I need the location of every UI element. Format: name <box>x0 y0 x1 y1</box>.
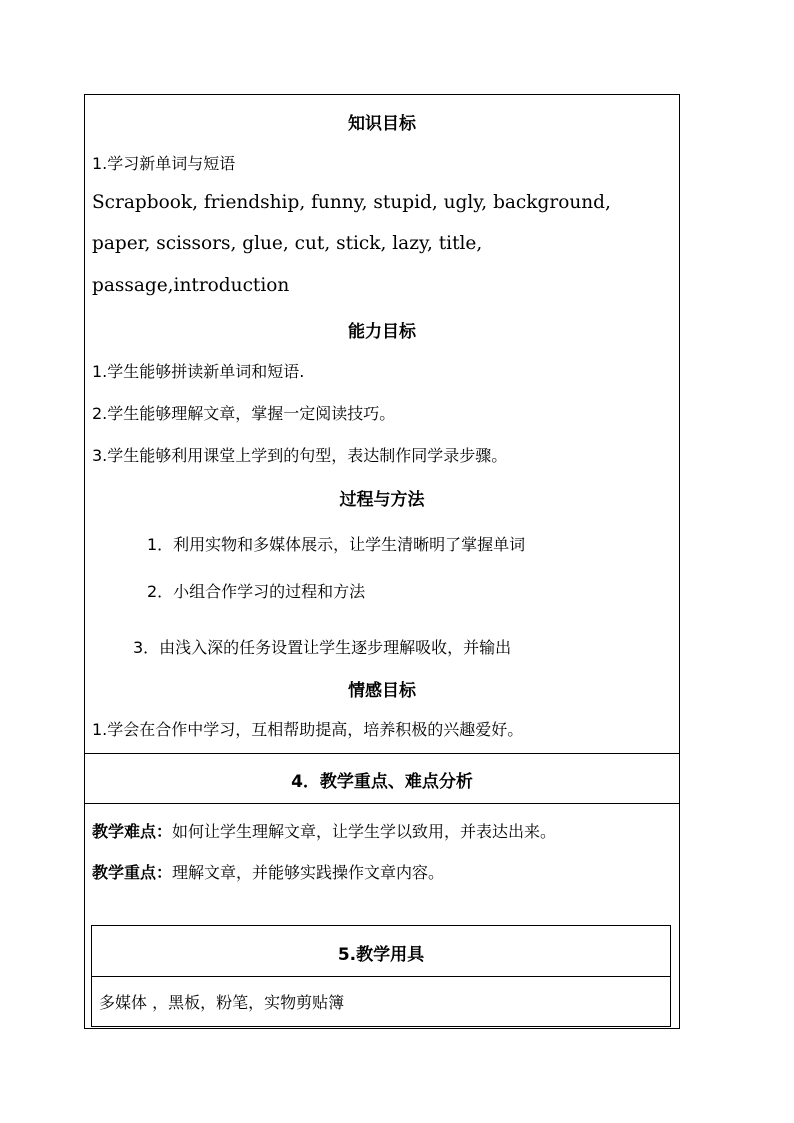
ability-item-1: 1.学生能够拼读新单词和短语. <box>92 362 305 381</box>
process-item-3: 3．由浅入深的任务设置让学生逐步理解吸收，并输出 <box>133 638 512 657</box>
vocab-line-3: passage,introduction <box>92 275 290 296</box>
vocab-line-1: Scrapbook, friendship, funny, stupid, ugly, background, <box>92 192 611 213</box>
section-5-heading: 5.教学用具 <box>337 945 425 965</box>
teaching-tools-table <box>91 925 671 1027</box>
teaching-tools-text: 多媒体 ，黑板，粉笔，实物剪贴簿 <box>99 993 345 1012</box>
difficulty-text: 如何让学生理解文章，让学生学以致用，并表达出来。 <box>172 822 557 841</box>
row-divider <box>85 753 679 754</box>
process-item-1: 1．利用实物和多媒体展示，让学生清晰明了掌握单词 <box>147 535 526 554</box>
emotion-goal-heading: 情感目标 <box>348 681 416 701</box>
knowledge-goal-heading: 知识目标 <box>348 114 416 134</box>
vocab-line-2: paper, scissors, glue, cut, stick, lazy, title, <box>92 233 483 254</box>
key-point-text: 理解文章，并能够实践操作文章内容。 <box>172 863 445 882</box>
difficulty-label: 教学难点： <box>92 822 173 841</box>
section-4-heading: 4．教学重点、难点分析 <box>291 772 473 792</box>
process-item-2: 2．小组合作学习的过程和方法 <box>147 582 366 601</box>
key-point-line <box>92 860 444 883</box>
row-divider <box>85 803 679 804</box>
emotion-item-1: 1.学会在合作中学习，互相帮助提高，培养积极的兴趣爱好。 <box>92 720 524 739</box>
key-point-label: 教学重点： <box>92 863 173 882</box>
ability-item-2: 2.学生能够理解文章，掌握一定阅读技巧。 <box>92 404 396 423</box>
difficulty-line <box>92 819 556 842</box>
knowledge-item-1: 1.学习新单词与短语 <box>92 154 236 173</box>
lesson-plan-table <box>84 94 680 1029</box>
ability-item-3: 3.学生能够利用课堂上学到的句型，表达制作同学录步骤。 <box>92 446 508 465</box>
row-divider <box>92 976 670 977</box>
process-method-heading: 过程与方法 <box>339 490 425 510</box>
ability-goal-heading: 能力目标 <box>348 322 416 342</box>
